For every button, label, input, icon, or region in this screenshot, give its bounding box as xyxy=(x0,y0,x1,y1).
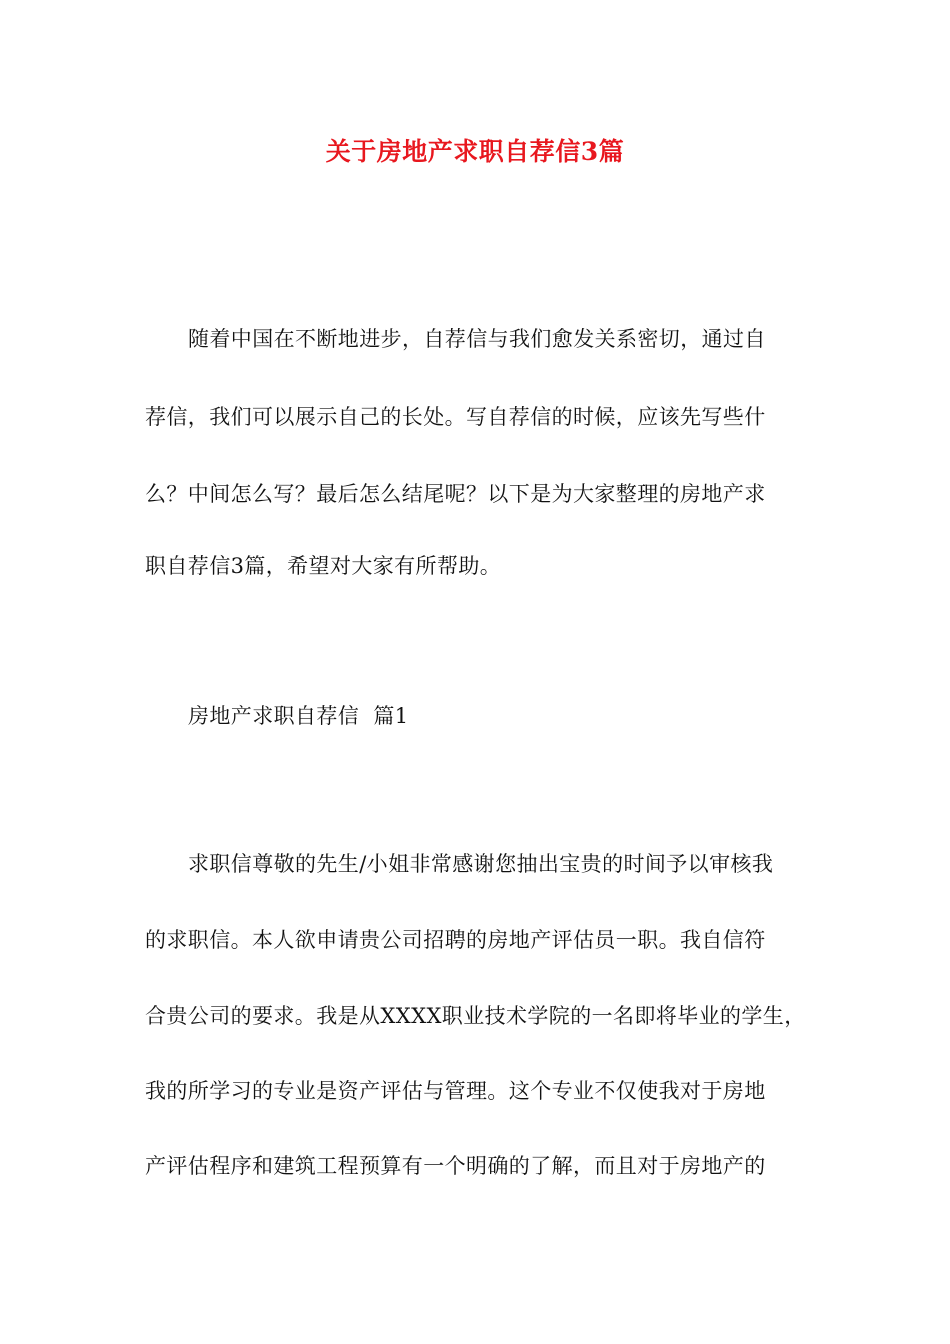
intro-line-2: 荐信，我们可以展示自己的长处。写自荐信的时候，应该先写些什 xyxy=(145,405,766,429)
intro-line-4: 职自荐信3篇，希望对大家有所帮助。 xyxy=(145,554,502,578)
body-line-3: 合贵公司的要求。我是从XXXX职业技术学院的一名即将毕业的学生， xyxy=(145,1004,806,1028)
section-heading: 房地产求职自荐信 篇1 xyxy=(188,704,409,728)
intro-line-1: 随着中国在不断地进步，自荐信与我们愈发关系密切，通过自 xyxy=(188,327,766,351)
body-line-5: 产评估程序和建筑工程预算有一个明确的了解，而且对于房地产的 xyxy=(145,1154,766,1178)
body-line-1: 求职信尊敬的先生/小姐非常感谢您抽出宝贵的时间予以审核我 xyxy=(188,852,774,876)
intro-line-3: 么？中间怎么写？最后怎么结尾呢？以下是为大家整理的房地产求 xyxy=(145,482,766,506)
body-line-4: 我的所学习的专业是资产评估与管理。这个专业不仅使我对于房地 xyxy=(145,1079,766,1103)
body-line-2: 的求职信。本人欲申请贵公司招聘的房地产评估员一职。我自信符 xyxy=(145,928,766,952)
document-title: 关于房地产求职自荐信3篇 xyxy=(325,137,625,166)
